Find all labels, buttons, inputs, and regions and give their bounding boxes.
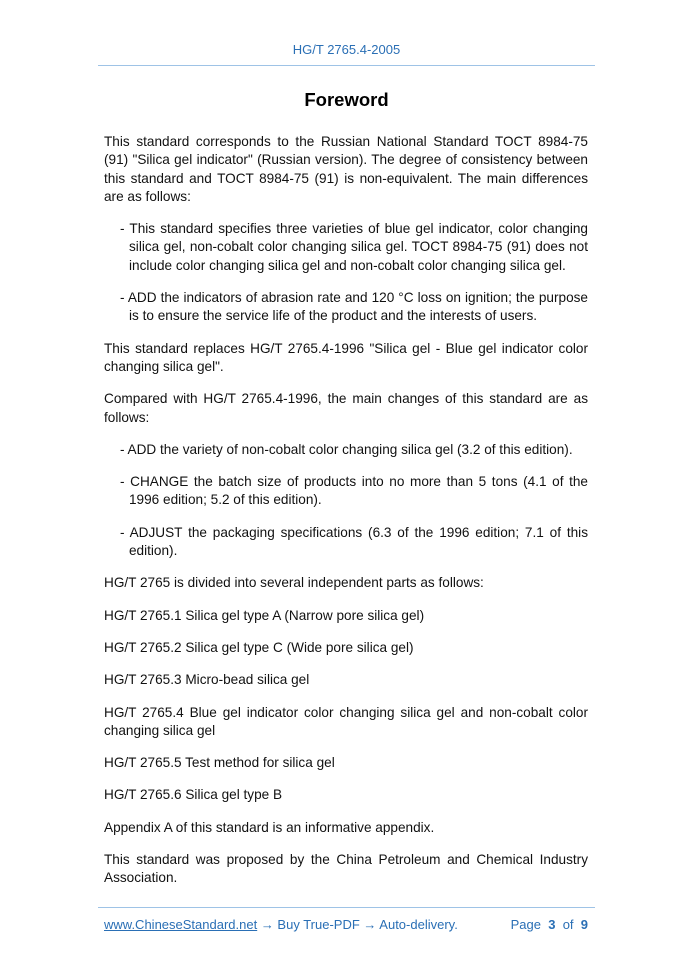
paragraph-proposer: This standard was proposed by the China Petroleum and Chemical Industry Association.	[104, 852, 588, 886]
page-indicator	[511, 917, 588, 932]
foreword-body	[104, 133, 588, 902]
site-link[interactable]: www.ChineseStandard.net	[104, 917, 258, 932]
header-divider	[98, 65, 595, 66]
running-header: HG/T 2765.4-2005	[292, 42, 401, 57]
change-item: - ADJUST the packaging specifications (6.3 of the 1996 edition; 7.1 of this edition).	[120, 524, 588, 559]
paragraph-correspondence: This standard corresponds to the Russian National Standard TOCT 8984-75 (91) "Silica gel indicator" (Russian version). The degree of consistency between this standard and TOCT 8984-75 (91) is non-equivalent. The main differences are as follows:	[104, 134, 588, 204]
part-entry: HG/T 2765.2 Silica gel type C (Wide pore silica gel)	[104, 639, 414, 655]
difference-item: - ADD the indicators of abrasion rate and 120 °C loss on ignition; the purpose is to ensure the service life of the product and the interests of users.	[120, 290, 588, 324]
footer-tagline: → Buy True-PDF → Auto-delivery.	[257, 917, 458, 932]
paragraph-replaces: This standard replaces HG/T 2765.4-1996 "Silica gel - Blue gel indicator color changing silica gel".	[104, 340, 588, 374]
page-title: Foreword	[304, 89, 389, 110]
paragraph-changes-intro: Compared with HG/T 2765.4-1996, the main changes of this standard are as follows:	[104, 391, 588, 425]
page-of-label: of	[562, 917, 574, 932]
paragraph-parts-intro: HG/T 2765 is divided into several independent parts as follows:	[104, 575, 484, 591]
part-entry: HG/T 2765.4 Blue gel indicator color changing silica gel and non-cobalt color changing silica gel	[104, 704, 588, 738]
paragraph-appendix: Appendix A of this standard is an informative appendix.	[104, 819, 435, 835]
part-entry: HG/T 2765.3 Micro-bead silica gel	[104, 672, 310, 688]
page-current: 3	[548, 917, 556, 932]
part-entry: HG/T 2765.1 Silica gel type A (Narrow pore silica gel)	[104, 607, 425, 623]
change-item: - ADD the variety of non-cobalt color changing silica gel (3.2 of this edition).	[120, 441, 573, 457]
page-label: Page	[510, 917, 541, 932]
difference-item: - This standard specifies three varieties of blue gel indicator, color changing silica gel, non-cobalt color changing silica gel. TOCT 8984-75 (91) does not include color changing silica gel and non-cobalt color changing silica gel.	[120, 221, 588, 273]
page-footer	[104, 917, 588, 932]
change-item: - CHANGE the batch size of products into no more than 5 tons (4.1 of the 1996 edition; 5.2 of this edition).	[120, 474, 588, 508]
part-entry: HG/T 2765.6 Silica gel type B	[104, 787, 283, 803]
footer-divider	[98, 907, 595, 908]
part-entry: HG/T 2765.5 Test method for silica gel	[104, 755, 335, 771]
page-total: 9	[580, 917, 588, 932]
